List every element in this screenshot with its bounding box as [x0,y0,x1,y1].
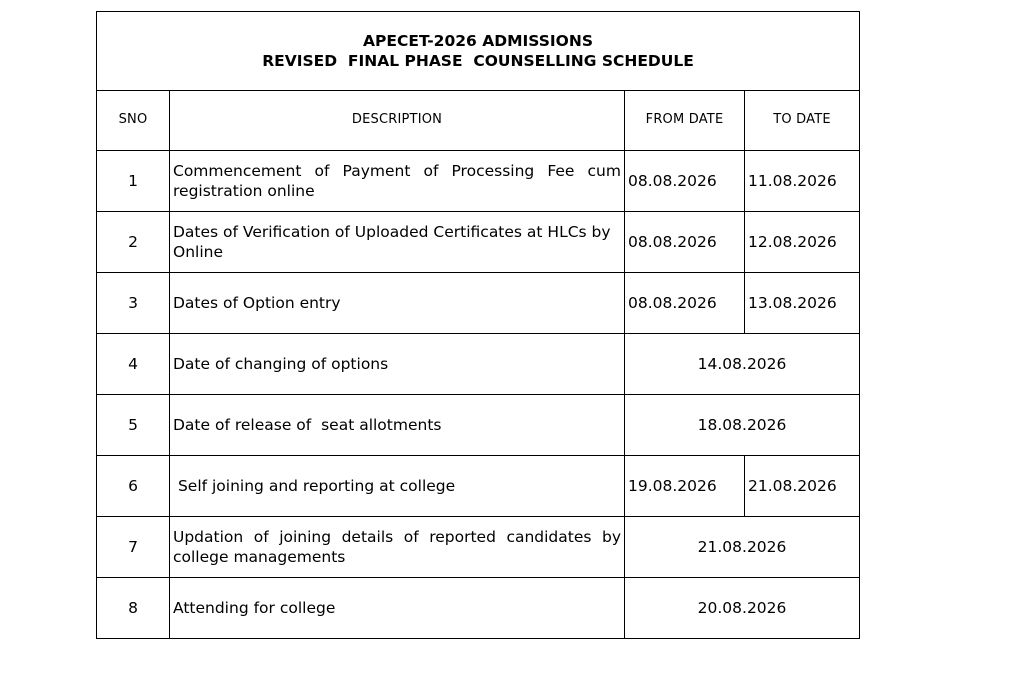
row-sno: 7 [97,517,170,578]
header-description: DESCRIPTION [170,91,625,151]
row-from-date: 08.08.2026 [625,151,745,212]
table-row [97,517,860,578]
row-sno: 4 [97,334,170,395]
row-from-date: 08.08.2026 [625,273,745,334]
row-date: 14.08.2026 [625,334,860,395]
row-date: 18.08.2026 [625,395,860,456]
row-description: Attending for college [170,578,625,639]
schedule-table [96,11,860,639]
header-row [97,91,860,151]
table-row [97,273,860,334]
row-to-date: 13.08.2026 [745,273,860,334]
table-row [97,212,860,273]
row-date: 20.08.2026 [625,578,860,639]
title-line-2: REVISED FINAL PHASE COUNSELLING SCHEDULE [262,52,694,70]
table-row [97,395,860,456]
table-row [97,334,860,395]
row-to-date: 11.08.2026 [745,151,860,212]
row-description: Self joining and reporting at college [170,456,625,517]
title-line-1: APECET-2026 ADMISSIONS [363,31,593,50]
table-row [97,578,860,639]
schedule-title [97,12,860,91]
row-sno: 2 [97,212,170,273]
header-from-date: FROM DATE [625,91,745,151]
row-sno: 3 [97,273,170,334]
row-sno: 8 [97,578,170,639]
row-description: Commencement of Payment of Processing Fee cum registration online [170,151,625,212]
row-description: Dates of Verification of Uploaded Certificates at HLCs by Online [170,212,625,273]
row-from-date: 08.08.2026 [625,212,745,273]
header-to-date: TO DATE [745,91,860,151]
table-row [97,151,860,212]
row-description: Dates of Option entry [170,273,625,334]
row-sno: 5 [97,395,170,456]
row-description: Updation of joining details of reported candidates by college managements [170,517,625,578]
header-sno: SNO [97,91,170,151]
row-to-date: 21.08.2026 [745,456,860,517]
row-sno: 6 [97,456,170,517]
row-to-date: 12.08.2026 [745,212,860,273]
row-description: Date of release of seat allotments [170,395,625,456]
title-row [97,12,860,91]
table-row [97,456,860,517]
row-sno: 1 [97,151,170,212]
row-from-date: 19.08.2026 [625,456,745,517]
row-date: 21.08.2026 [625,517,860,578]
row-description: Date of changing of options [170,334,625,395]
